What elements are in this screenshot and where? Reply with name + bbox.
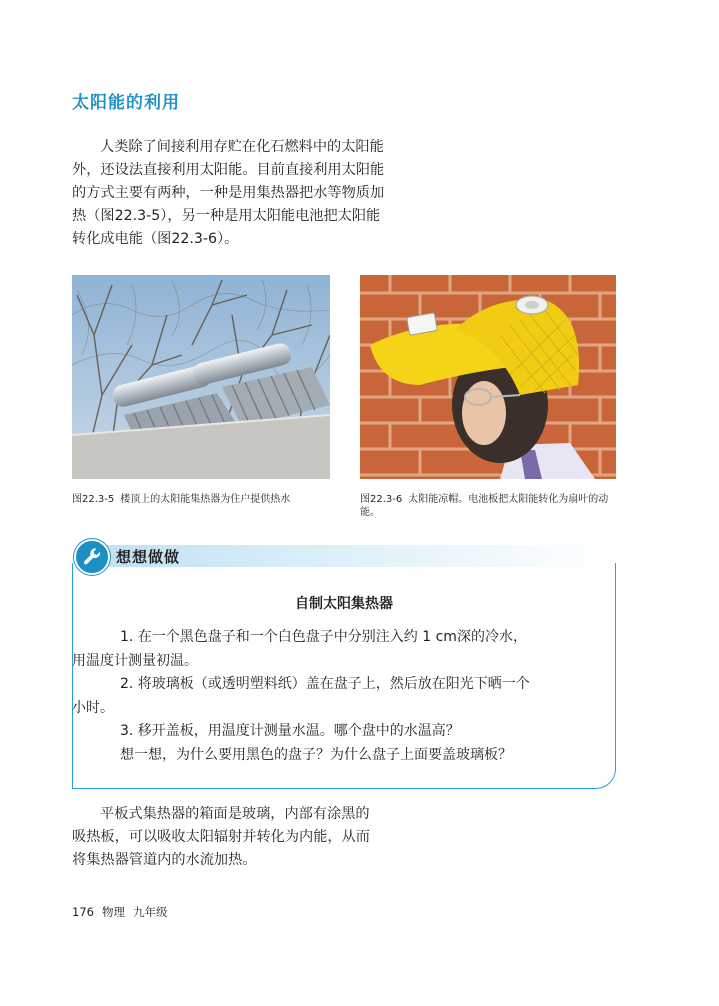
closing-paragraph (72, 803, 440, 872)
intro-line: 外，还设法直接利用太阳能。目前直接利用太阳能 (72, 162, 385, 178)
figure-caption-solar-cap (360, 493, 618, 519)
figure-number: 图22.3-5 (72, 494, 115, 505)
figure-caption-text: 楼顶上的太阳能集热器为住户提供热水 (120, 494, 291, 505)
wrench-icon (76, 541, 108, 573)
step-line: 3. 移开盖板，用温度计测量水温。哪个盘中的水温高？ (120, 723, 460, 739)
activity-steps (72, 626, 612, 767)
activity-badge (74, 539, 110, 575)
figure-caption-solar-heater (72, 493, 342, 506)
step-line: 1. 在一个黑色盘子和一个白色盘子中分别注入约 1 cm深的冷水， (120, 629, 527, 645)
step-line: 用温度计测量初温。 (72, 652, 198, 669)
intro-line: 转化成电能（图22.3-6）。 (72, 231, 239, 247)
page-footer (72, 904, 175, 920)
footer-subject: 物理 (101, 905, 125, 919)
intro-paragraph (72, 136, 440, 251)
closing-line: 将集热器管道内的水流加热。 (72, 852, 257, 868)
step-line: 小时。 (72, 699, 114, 716)
activity-title: 自制太阳集热器 (295, 596, 393, 612)
intro-line: 人类除了间接利用存贮在化石燃料中的太阳能 (100, 139, 384, 155)
step-line: 想一想，为什么要用黑色的盘子？为什么盘子上面要盖玻璃板？ (120, 746, 512, 763)
solar-cap-illustration (360, 275, 616, 479)
closing-line: 吸热板，可以吸收太阳辐射并转化为内能，从而 (72, 829, 370, 845)
closing-line: 平板式集热器的箱面是玻璃，内部有涂黑的 (100, 806, 370, 822)
intro-line: 的方式主要有两种，一种是用集热器把水等物质加 (72, 185, 385, 201)
page-number: 176 (72, 905, 94, 919)
solar-cap-photo (360, 275, 616, 479)
solar-heater-illustration (72, 275, 330, 479)
intro-line: 热（图22.3-5），另一种是用太阳能电池把太阳能 (72, 208, 381, 224)
figure-caption-text: 太阳能凉帽。电池板把太阳能转化为扇叶的动能。 (360, 494, 609, 518)
figure-number: 图22.3-6 (360, 494, 403, 505)
solar-heater-photo (72, 275, 330, 479)
section-title: 太阳能的利用 (72, 93, 180, 113)
step-line: 2. 将玻璃板（或透明塑料纸）盖在盘子上，然后放在阳光下晒一个 (120, 676, 530, 692)
footer-grade: 九年级 (132, 905, 168, 919)
activity-label: 想想做做 (116, 548, 181, 566)
